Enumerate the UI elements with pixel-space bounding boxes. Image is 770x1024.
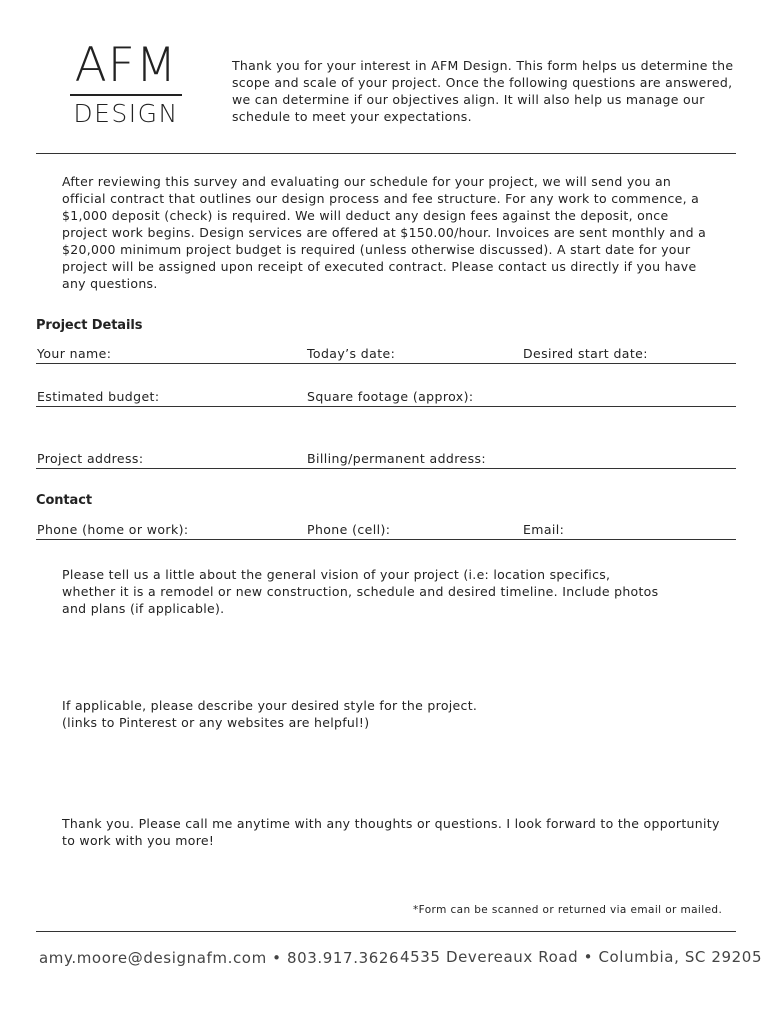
project-address-label: Project address:: [37, 451, 144, 466]
style-prompt-line-2: (links to Pinterest or any websites are helpful!): [62, 715, 370, 730]
contact-field-line[interactable]: [36, 539, 736, 540]
form-return-note: *Form can be scanned or returned via email or mailed.: [413, 904, 723, 916]
phone-home-label: Phone (home or work):: [37, 522, 189, 537]
square-footage-label: Square footage (approx):: [307, 389, 474, 404]
contact-heading: Contact: [36, 493, 92, 508]
logo-afm: AFM: [74, 38, 178, 93]
your-name-label: Your name:: [37, 346, 112, 361]
logo-divider: [70, 94, 182, 96]
thank-you-text: Thank you. Please call me anytime with any thoughts or questions. I look forward to the opportunity to work with you more!: [62, 816, 720, 848]
todays-date-label: Today’s date:: [307, 346, 396, 361]
footer-divider: [36, 931, 736, 932]
desired-start-date-label: Desired start date:: [523, 346, 648, 361]
terms-paragraph: After reviewing this survey and evaluating our schedule for your project, we will send you an official contract that outlines our design process and fee structure. For any work to commence, a $1,000 deposit (check) is required. We will deduct any design fees against the deposit, once project work begins. Design services are offered at $150.00/hour. Invoices are sent monthly and a $20,000 minimum project budget is required (unless otherwise discussed). A start date for your project will be assigned upon receipt of executed contract. Please contact us directly if you have any questions.: [62, 174, 707, 291]
intro-text: Thank you for your interest in AFM Design. This form helps us determine the scope and scale of your project. Once the following questions are answered, we can determine if our objectives align. It will also help us manage our schedule to meet your expectations.: [232, 58, 734, 124]
vision-prompt: Please tell us a little about the general vision of your project (i.e: location specifics, whether it is a remodel or new construction, schedule and desired timeline. Include photos and plans (if applicable).: [62, 567, 659, 616]
logo-design: DESIGN: [73, 99, 179, 128]
project-details-heading: Project Details: [36, 318, 143, 333]
name-field-line[interactable]: [36, 363, 736, 364]
footer-contact: amy.moore@designafm.com • 803.917.3626: [39, 949, 400, 967]
footer-address: 4535 Devereaux Road • Columbia, SC 29205: [400, 948, 763, 966]
billing-address-label: Billing/permanent address:: [307, 451, 487, 466]
estimated-budget-label: Estimated budget:: [37, 389, 160, 404]
phone-cell-label: Phone (cell):: [307, 522, 391, 537]
address-field-line[interactable]: [36, 468, 736, 469]
header-divider: [36, 153, 736, 154]
style-prompt: [62, 697, 662, 731]
email-label: Email:: [523, 522, 565, 537]
budget-field-line[interactable]: [36, 406, 736, 407]
style-prompt-line-1: If applicable, please describe your desired style for the project.: [62, 698, 478, 713]
